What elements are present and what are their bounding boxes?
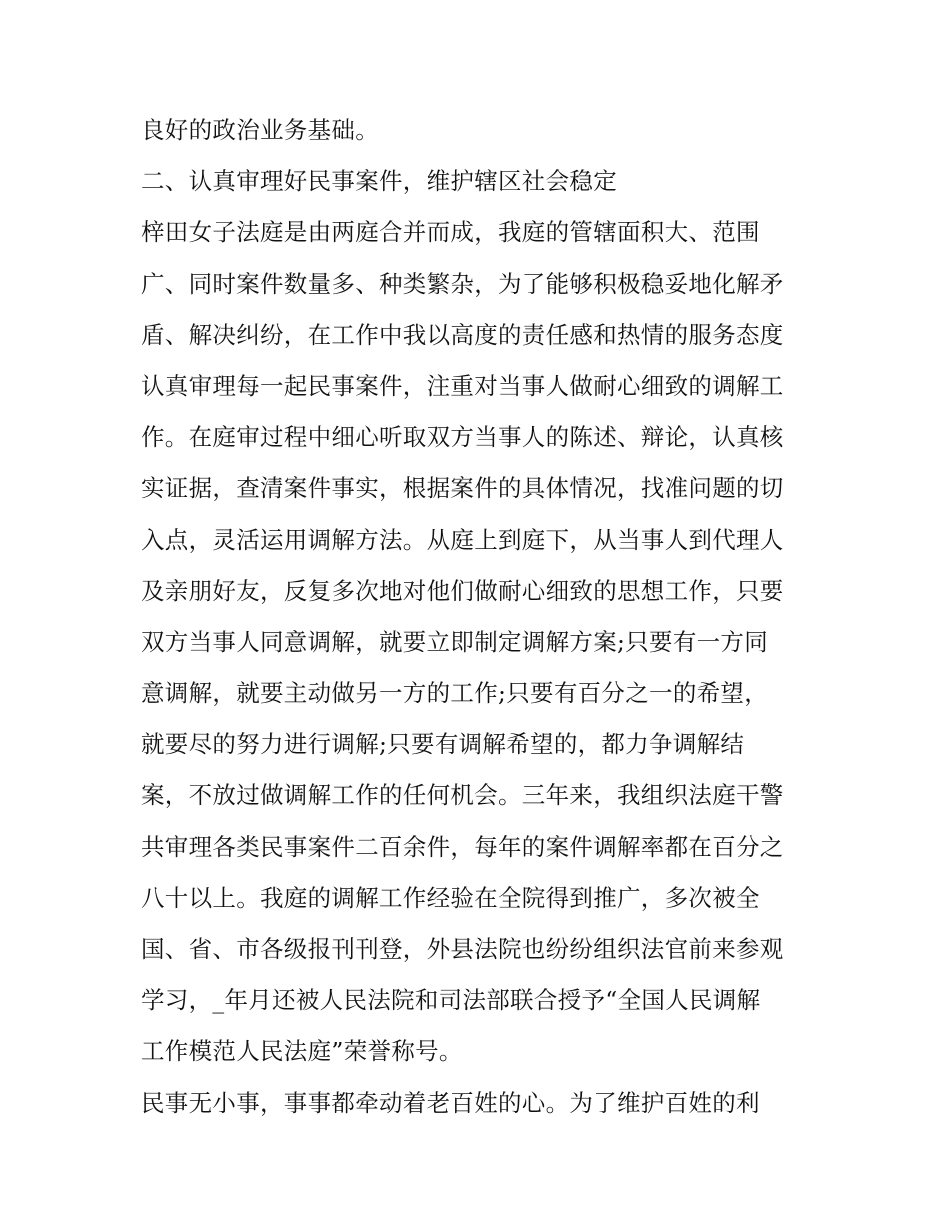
text-line: 作。在庭审过程中细心听取双方当事人的陈述、辩论，认真核 — [141, 423, 784, 452]
text-line: 实证据，查清案件事实，根据案件的具体情况，找准问题的切 — [141, 474, 784, 503]
text-line: 认真审理每一起民事案件，注重对当事人做耐心细致的调解工 — [141, 371, 784, 400]
text-line: 学习，_年月还被人民法院和司法部联合授予“全国人民调解 — [141, 986, 761, 1015]
section-heading: 二、认真审理好民事案件，维护辖区社会稳定 — [141, 167, 617, 196]
text-line: 双方当事人同意调解，就要立即制定调解方案;只要有一方同 — [141, 627, 769, 656]
text-line: 就要尽的努力进行调解;只要有调解希望的，都力争调解结 — [141, 730, 745, 759]
text-line: 工作模范人民法庭”荣誉称号。 — [141, 1037, 463, 1066]
text-line: 良好的政治业务基础。 — [141, 116, 379, 144]
document-body — [141, 105, 841, 1129]
text-line: 梓田女子法庭是由两庭合并而成，我庭的管辖面积大、范围 — [141, 218, 760, 247]
text-line: 入点，灵活运用调解方法。从庭上到庭下，从当事人到代理人 — [141, 525, 784, 554]
text-line: 共审理各类民事案件二百余件，每年的案件调解率都在百分之 — [141, 832, 784, 861]
text-line: 案，不放过做调解工作的任何机会。三年来，我组织法庭干警 — [141, 781, 784, 810]
text-line: 民事无小事，事事都牵动着老百姓的心。为了维护百姓的利 — [141, 1088, 760, 1117]
text-line: 八十以上。我庭的调解工作经验在全院得到推广，多次被全 — [141, 883, 760, 912]
text-line: 广、同时案件数量多、种类繁杂，为了能够积极稳妥地化解矛 — [141, 269, 784, 298]
text-line: 及亲朋好友，反复多次地对他们做耐心细致的思想工作，只要 — [141, 576, 784, 605]
text-line: 意调解，就要主动做另一方的工作;只要有百分之一的希望， — [141, 679, 769, 708]
text-line: 盾、解决纠纷，在工作中我以高度的责任感和热情的服务态度 — [141, 320, 784, 349]
text-line: 国、省、市各级报刊刊登，外县法院也纷纷组织法官前来参观 — [141, 935, 784, 963]
